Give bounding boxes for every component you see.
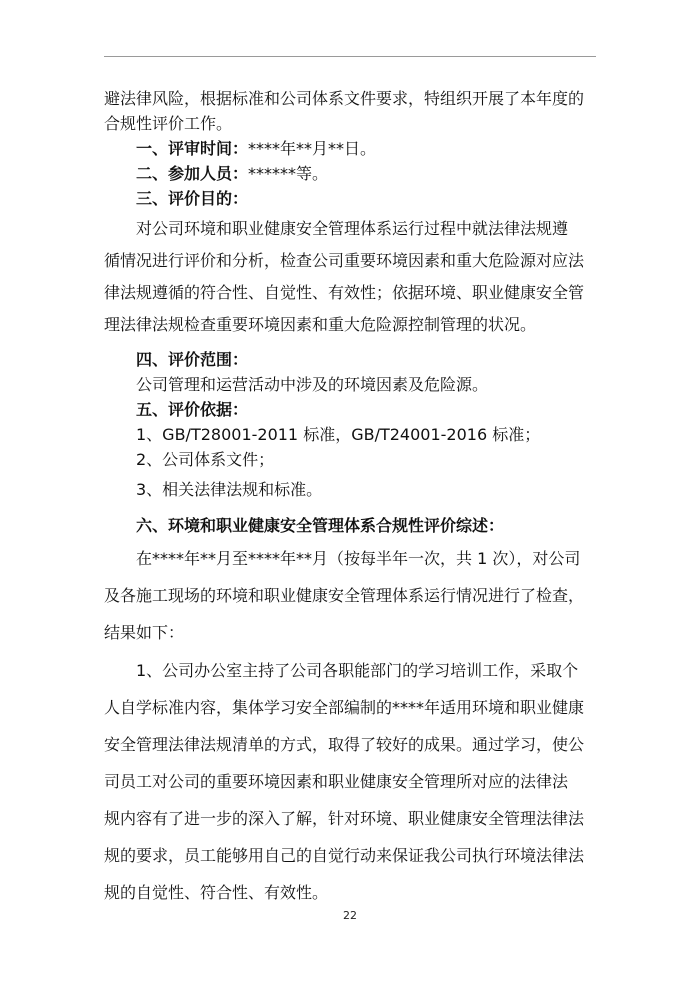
section-heading-summary: 六、环境和职业健康安全管理体系合规性评价综述： — [136, 516, 505, 535]
list-item: 3、相关法律法规和标准。 — [136, 480, 323, 499]
paragraph-line: 1、公司办公室主持了公司各职能部门的学习培训工作，采取个 — [136, 661, 579, 680]
paragraph-line: 司员工对公司的重要环境因素和职业健康安全管理所对应的法律法 — [104, 772, 569, 791]
paragraph-line: 对公司环境和职业健康安全管理体系运行过程中就法律法规遵 — [136, 219, 569, 238]
paragraph-line: 律法规遵循的符合性、自觉性、有效性；依据环境、职业健康安全管 — [104, 283, 585, 302]
paragraph-line: 循情况进行评价和分析，检查公司重要环境因素和重大危险源对应法 — [104, 251, 585, 270]
paragraph-line: 人自学标准内容，集体学习安全部编制的****年适用环境和职业健康 — [104, 698, 585, 717]
paragraph-line: 结果如下： — [104, 623, 185, 642]
paragraph-line: 规内容有了进一步的深入了解，针对环境、职业健康安全管理法律法 — [104, 809, 585, 828]
paragraph-line: 及各施工现场的环境和职业健康安全管理体系运行情况进行了检查， — [104, 586, 585, 605]
list-item: 2、公司体系文件； — [136, 450, 275, 469]
paragraph-line: 避法律风险，根据标准和公司体系文件要求，特组织开展了本年度的 — [104, 89, 585, 108]
paragraph-line: 公司管理和运营活动中涉及的环境因素及危险源。 — [136, 375, 489, 394]
section-label: 一、评审时间： — [136, 139, 249, 158]
paragraph-line: 合规性评价工作。 — [104, 114, 233, 133]
paragraph-line: 安全管理法律法规清单的方式，取得了较好的成果。通过学习，使公 — [104, 735, 585, 754]
section-value: ******等。 — [248, 164, 329, 183]
page-number: 22 — [343, 909, 357, 922]
section-heading-participants — [136, 161, 328, 184]
paragraph-line: 规的要求，员工能够用自己的自觉行动来保证我公司执行环境法律法 — [104, 846, 585, 865]
section-heading-purpose: 三、评价目的： — [136, 189, 249, 208]
paragraph-line: 理法律法规检查重要环境因素和重大危险源控制管理的状况。 — [104, 315, 537, 334]
paragraph-line: 规的自觉性、符合性、有效性。 — [104, 883, 329, 902]
section-value: ****年**月**日。 — [248, 139, 377, 158]
list-item: 1、GB/T28001-2011 标准，GB/T24001-2016 标准； — [136, 425, 541, 444]
header-rule — [104, 56, 596, 57]
section-heading-review-time — [136, 136, 376, 159]
section-heading-basis: 五、评价依据： — [136, 400, 249, 419]
section-label: 二、参加人员： — [136, 164, 249, 183]
paragraph-line: 在****年**月至****年**月（按每半年一次，共 1 次），对公司 — [136, 549, 581, 568]
section-heading-scope: 四、评价范围： — [136, 350, 249, 369]
